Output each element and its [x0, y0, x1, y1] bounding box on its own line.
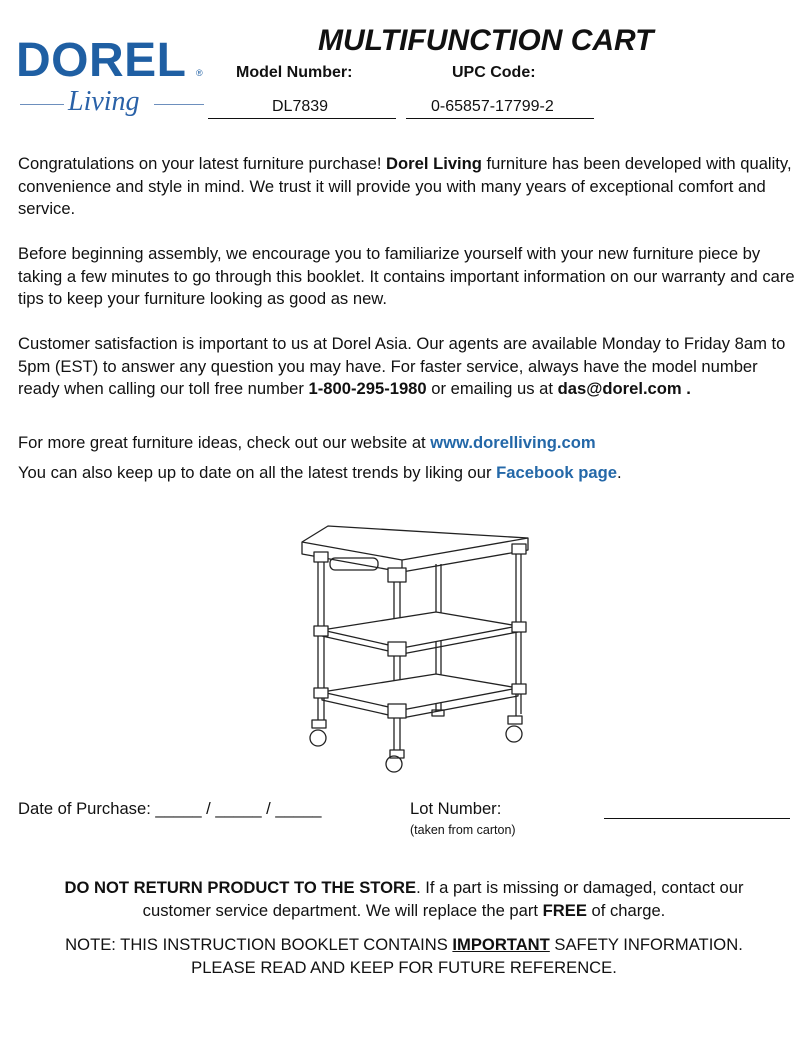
- model-number-label: Model Number:: [236, 64, 353, 81]
- logo-registered-mark: ®: [196, 68, 203, 78]
- model-number-underline: [208, 118, 396, 119]
- toll-free-number: 1-800-295-1980: [308, 379, 427, 398]
- model-number-value: DL7839: [272, 98, 329, 115]
- upc-code-underline: [406, 118, 594, 119]
- logo-rule-left: [20, 104, 64, 105]
- upc-code-label: UPC Code:: [452, 64, 536, 81]
- facebook-link[interactable]: Facebook page: [496, 463, 617, 482]
- do-not-return-notice: DO NOT RETURN PRODUCT TO THE STORE: [64, 878, 417, 897]
- facebook-line: You can also keep up to date on all the latest trends by liking our Facebook page.: [18, 463, 622, 482]
- logo-brand: DOREL: [16, 34, 187, 87]
- lot-number-field[interactable]: [604, 818, 790, 819]
- intro-paragraph-3: Customer satisfaction is important to us at Dorel Asia. Our agents are available Monday to Friday 8am to 5pm (EST) to answer any question you may have. For faster service, always have the model number ready when calling our toll free number 1-800-295-1980 or emailing us at das@dorel.com .: [18, 334, 786, 398]
- logo-subbrand: Living: [68, 86, 140, 117]
- support-email: das@dorel.com .: [557, 379, 691, 398]
- free-label: FREE: [542, 901, 587, 920]
- intro-paragraph-1: Congratulations on your latest furniture purchase! Dorel Living furniture has been developed with quality, convenience and style in mind. We trust it will provide you with many years of exceptional comfort and service.: [18, 154, 792, 218]
- important-label: IMPORTANT: [452, 935, 550, 954]
- cart-illustration: [296, 520, 536, 775]
- upc-code-value: 0-65857-17799-2: [431, 98, 554, 115]
- date-of-purchase-field[interactable]: Date of Purchase: _____ / _____ / _____: [18, 799, 322, 818]
- intro-paragraph-2: Before beginning assembly, we encourage you to familiarize yourself with your new furniture piece by taking a few minutes to go through this booklet. It contains important information on our warranty and care tips to keep your furniture looking as good as new.: [18, 244, 795, 308]
- document-title: MULTIFUNCTION CART: [318, 24, 654, 57]
- website-line: For more great furniture ideas, check out our website at www.dorelliving.com: [18, 433, 596, 452]
- logo-rule-right: [154, 104, 204, 105]
- return-warning-line-2: customer service department. We will replace the part FREE of charge.: [142, 901, 666, 920]
- website-link[interactable]: www.dorelliving.com: [430, 433, 596, 452]
- lot-number-label: Lot Number:: [410, 799, 502, 818]
- brand-name: Dorel Living: [386, 154, 482, 173]
- lot-number-note: (taken from carton): [410, 823, 516, 837]
- return-warning-line-1: DO NOT RETURN PRODUCT TO THE STORE. If a part is missing or damaged, contact our: [64, 878, 744, 897]
- safety-note-line-2: PLEASE READ AND KEEP FOR FUTURE REFERENCE.: [191, 958, 617, 977]
- safety-note-line-1: NOTE: THIS INSTRUCTION BOOKLET CONTAINS IMPORTANT SAFETY INFORMATION.: [65, 935, 743, 954]
- dorel-living-logo: [14, 32, 206, 124]
